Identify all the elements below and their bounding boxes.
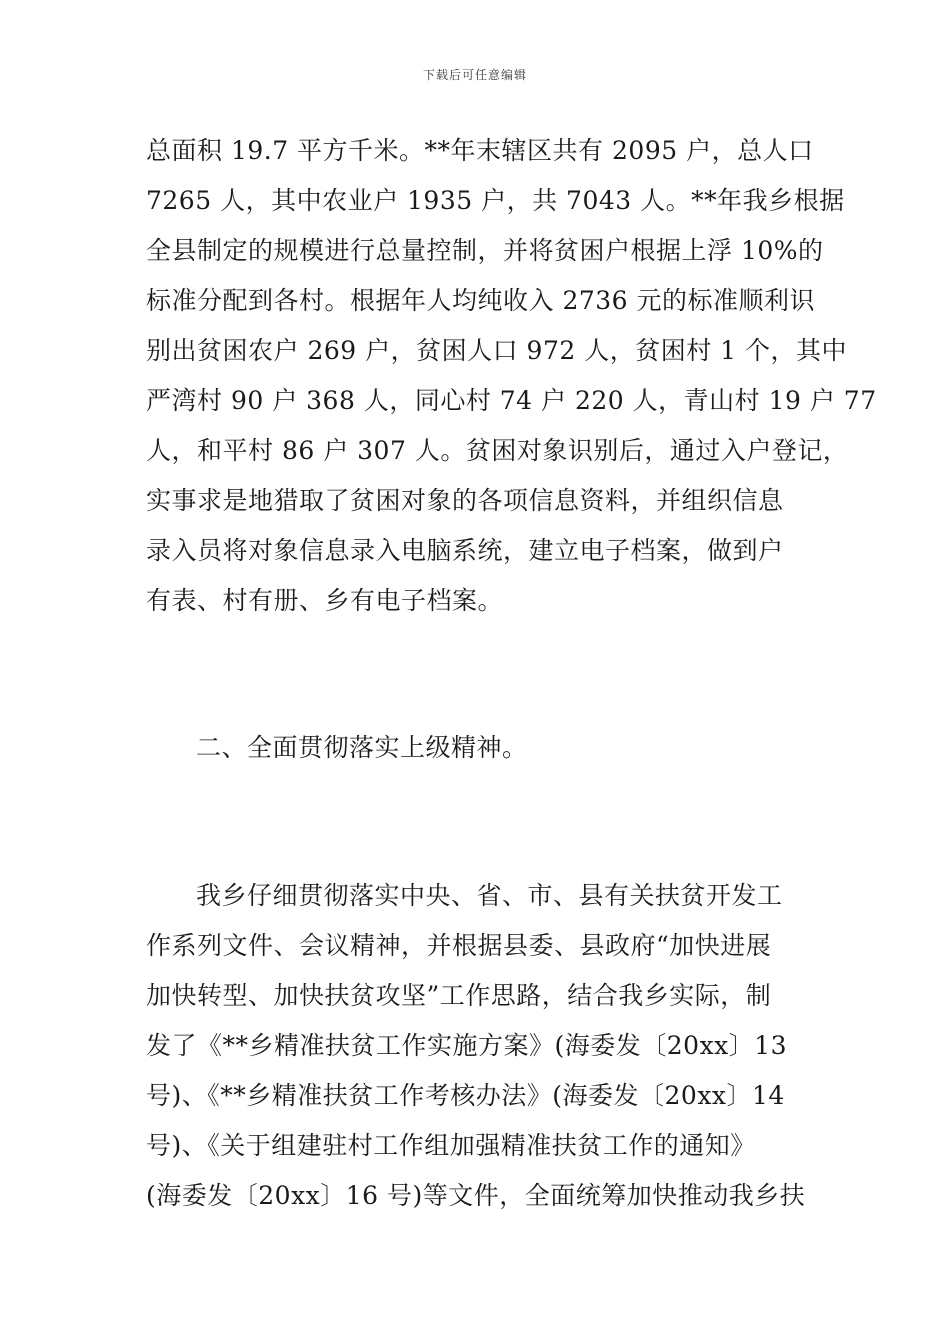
section-heading: 二、全面贯彻落实上级精神。 [196,733,528,762]
paragraph-line: 总面积 19.7 平方千米。**年末辖区共有 2095 户，总人口 [146,136,814,165]
paragraph-line: 录入员将对象信息录入电脑系统，建立电子档案，做到户 [146,536,784,565]
paragraph-line: 号)、《关于组建驻村工作组加强精准扶贫工作的通知》 [146,1131,756,1160]
paragraph-line: 号)、《**乡精准扶贫工作考核办法》(海委发〔20xx〕14 [146,1081,785,1110]
paragraph-line: 有表、村有册、乡有电子档案。 [146,586,504,615]
page-header-note: 下载后可任意编辑 [422,68,527,82]
paragraph-line: 7265 人，其中农业户 1935 户，共 7043 人。**年我乡根据 [146,186,845,215]
paragraph-line: 加快转型、加快扶贫攻坚”工作思路，结合我乡实际，制 [146,981,772,1010]
paragraph-line: 发了《**乡精准扶贫工作实施方案》(海委发〔20xx〕13 [146,1031,788,1060]
paragraph-line: 别出贫困农户 269 户，贫困人口 972 人，贫困村 1 个，其中 [146,336,848,365]
paragraph-line: 全县制定的规模进行总量控制，并将贫困户根据上浮 10%的 [146,236,824,265]
paragraph-line: 实事求是地猎取了贫困对象的各项信息资料，并组织信息 [146,486,784,515]
paragraph-line: 人，和平村 86 户 307 人。贫困对象识别后，通过入户登记， [146,436,849,465]
paragraph-line: 标准分配到各村。根据年人均纯收入 2736 元的标准顺利识 [146,286,816,315]
paragraph-line: 严湾村 90 户 368 人，同心村 74 户 220 人，青山村 19 户 77 [146,386,877,415]
paragraph-line: 作系列文件、会议精神，并根据县委、县政府“加快进展 [146,931,772,960]
paragraph-line: (海委发〔20xx〕16 号)等文件，全面统筹加快推动我乡扶 [146,1181,806,1210]
paragraph-line: 我乡仔细贯彻落实中央、省、市、县有关扶贫开发工 [196,881,783,910]
